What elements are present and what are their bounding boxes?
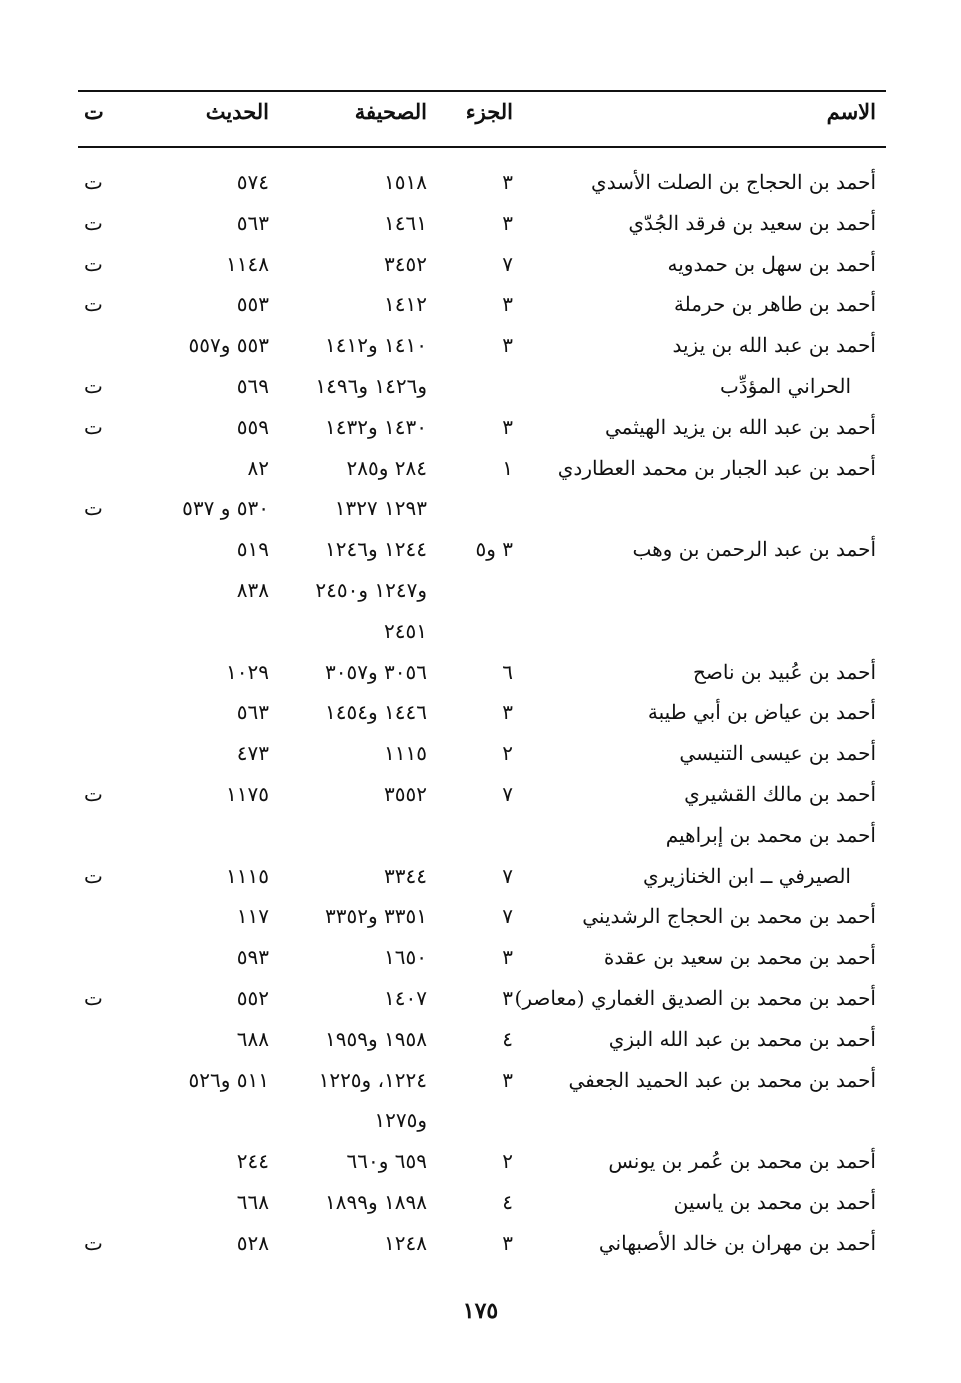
row-page: ١٩٥٨ و١٩٥٩: [325, 1027, 427, 1051]
row-hadith: ١١١٥: [226, 864, 269, 888]
row-hadith: ٥٥٢: [236, 986, 269, 1010]
row-page: و١٢٤٧ و٢٤٥٠: [315, 578, 427, 602]
row-volume: ٣: [502, 170, 513, 194]
row-name: الحراني المؤدِّب: [719, 374, 851, 398]
row-page: ١٤٦١: [384, 211, 427, 235]
row-name: أحمد بن محمد بن إبراهيم: [665, 823, 876, 847]
row-name: أحمد بن محمد بن سعيد بن عقدة: [603, 945, 876, 969]
header-name: الاسم: [826, 99, 876, 124]
row-name: أحمد بن عبد الله بن يزيد الهيثمي: [604, 415, 876, 439]
row-name: أحمد بن مالك القشيري: [684, 782, 876, 806]
row-volume: ٤: [502, 1190, 513, 1214]
row-volume: ٣: [502, 1231, 513, 1255]
row-hadith: ١١٧: [236, 904, 269, 928]
row-hadith: ٨٣٨: [236, 578, 269, 602]
row-page: ١٢٤٤ و١٢٤٦: [325, 537, 427, 561]
header-mark: ت: [84, 99, 104, 124]
row-hadith: ٨٢: [247, 456, 269, 480]
row-hadith: ٦٨٨: [236, 1027, 269, 1051]
row-name: أحمد بن محمد بن عُمر بن يونس: [608, 1149, 876, 1173]
row-name: أحمد بن عبد الرحمن بن وهب: [632, 537, 876, 561]
row-name: أحمد بن عياض بن أبي طيبة: [647, 700, 876, 724]
row-hadith: ٥١٩: [236, 537, 269, 561]
row-mark: ت: [84, 986, 103, 1010]
row-page: ١٤١٠ و١٤١٢: [325, 333, 427, 357]
row-volume: ٢: [502, 741, 513, 765]
row-name: أحمد بن سهل بن حمدويه: [667, 252, 876, 276]
row-page: ١٥١٨: [384, 170, 427, 194]
row-hadith: ٥٥٩: [236, 415, 269, 439]
row-volume: ٧: [502, 782, 513, 806]
row-page: ١٢٤٨: [384, 1231, 427, 1255]
row-volume: ٦: [502, 660, 513, 684]
row-page: ١١١٥: [384, 741, 427, 765]
row-mark: ت: [84, 170, 103, 194]
row-page: ١٤٠٧: [384, 986, 427, 1010]
row-hadith: ٥٥٣ و٥٥٧: [188, 333, 269, 357]
row-name: أحمد بن محمد بن عبد الله البزي: [608, 1027, 876, 1051]
row-volume: ٣: [502, 292, 513, 316]
row-hadith: ٥٦٩: [236, 374, 269, 398]
row-mark: ت: [84, 211, 103, 235]
row-hadith: ٥١١ و٥٢٦: [188, 1068, 269, 1092]
row-page: ٣٤٥٢: [384, 252, 427, 276]
row-volume: ٣: [502, 1068, 513, 1092]
row-page: ١٤١٢: [384, 292, 427, 316]
row-volume: ٢: [502, 1149, 513, 1173]
row-page: ٢٨٤ و٢٨٥: [346, 456, 427, 480]
row-hadith: ٥٧٤: [236, 170, 269, 194]
row-hadith: ٥٩٣: [236, 945, 269, 969]
row-hadith: ٥٥٣: [236, 292, 269, 316]
row-volume: ٤: [502, 1027, 513, 1051]
row-mark: ت: [84, 864, 103, 888]
row-page: ٢٤٥١: [384, 619, 427, 643]
row-mark: ت: [84, 374, 103, 398]
row-volume: ٣: [502, 700, 513, 724]
row-page: و١٢٧٥: [374, 1108, 427, 1132]
row-volume: ٧: [502, 904, 513, 928]
row-volume: ٣: [502, 211, 513, 235]
row-hadith: ٥٦٣: [236, 700, 269, 724]
row-volume: ١: [502, 456, 513, 480]
row-page: ١٦٥٠: [384, 945, 427, 969]
row-hadith: ٥٣٠ و ٥٣٧: [182, 496, 269, 520]
row-page: ١٤٣٠ و١٤٣٢: [325, 415, 427, 439]
row-hadith: ٥٦٣: [236, 211, 269, 235]
row-hadith: ٥٢٨: [236, 1231, 269, 1255]
row-volume: ٧: [502, 252, 513, 276]
row-mark: ت: [84, 415, 103, 439]
row-hadith: ٢٤٤: [236, 1149, 269, 1173]
row-name: أحمد بن الحجاج بن الصلت الأسدي: [591, 170, 876, 194]
row-name: أحمد بن عُبيد بن ناصح: [692, 660, 876, 684]
row-name: أحمد بن محمد بن الصديق الغماري (معاصر): [514, 986, 876, 1010]
row-mark: ت: [84, 782, 103, 806]
row-name: أحمد بن عبد الجبار بن محمد العطاردي: [557, 456, 876, 480]
row-page: ١٨٩٨ و١٨٩٩: [325, 1190, 427, 1214]
row-page: و١٤٢٦ و١٤٩٦: [315, 374, 427, 398]
row-name: الصيرفي ــ ابن الخنازيري: [642, 864, 851, 888]
row-volume: ٣: [502, 415, 513, 439]
row-mark: ت: [84, 1231, 103, 1255]
row-page: ٣٠٥٦ و٣٠٥٧: [325, 660, 427, 684]
header-hadith: الحديث: [205, 99, 269, 124]
row-name: أحمد بن محمد بن عبد الحميد الجعفي: [568, 1068, 876, 1092]
page-number: ١٧٥: [462, 1298, 499, 1324]
header-rule: [78, 146, 886, 148]
row-name: أحمد بن عيسى التنيسي: [679, 741, 876, 765]
header-page: الصحيفة: [354, 99, 427, 124]
row-page: ١٢٩٣ ١٣٢٧: [334, 496, 427, 520]
row-volume: ٣: [502, 333, 513, 357]
row-mark: ت: [84, 292, 103, 316]
row-page: ٣٣٤٤: [384, 864, 427, 888]
row-volume: ٧: [502, 864, 513, 888]
row-page: ١٤٤٦ و١٤٥٤: [325, 700, 427, 724]
row-page: ١٢٢٤، و١٢٢٥: [318, 1068, 427, 1092]
row-name: أحمد بن عبد الله بن يزيد: [672, 333, 876, 357]
row-name: أحمد بن محمد بن الحجاج الرشديني: [582, 904, 876, 928]
row-mark: ت: [84, 496, 103, 520]
row-name: أحمد بن سعيد بن فرقد الجُدّي: [628, 211, 876, 235]
row-page: ٦٥٩ و٦٦٠: [346, 1149, 427, 1173]
row-hadith: ١١٧٥: [226, 782, 269, 806]
row-hadith: ١١٤٨: [226, 252, 269, 276]
row-name: أحمد بن طاهر بن حرملة: [673, 292, 876, 316]
row-volume: ٣ و٥: [475, 537, 513, 561]
top-rule: [78, 90, 886, 92]
row-hadith: ٦٦٨: [236, 1190, 269, 1214]
row-page: ٣٣٥١ و٣٣٥٢: [325, 904, 427, 928]
row-volume: ٣: [502, 945, 513, 969]
row-name: أحمد بن محمد بن ياسين: [673, 1190, 876, 1214]
header-volume: الجزء: [465, 99, 513, 124]
row-page: ٣٥٥٢: [384, 782, 427, 806]
row-hadith: ١٠٢٩: [226, 660, 269, 684]
row-volume: ٣: [502, 986, 513, 1010]
row-hadith: ٤٧٣: [236, 741, 269, 765]
row-name: أحمد بن مهران بن خالد الأصبهاني: [598, 1231, 876, 1255]
row-mark: ت: [84, 252, 103, 276]
